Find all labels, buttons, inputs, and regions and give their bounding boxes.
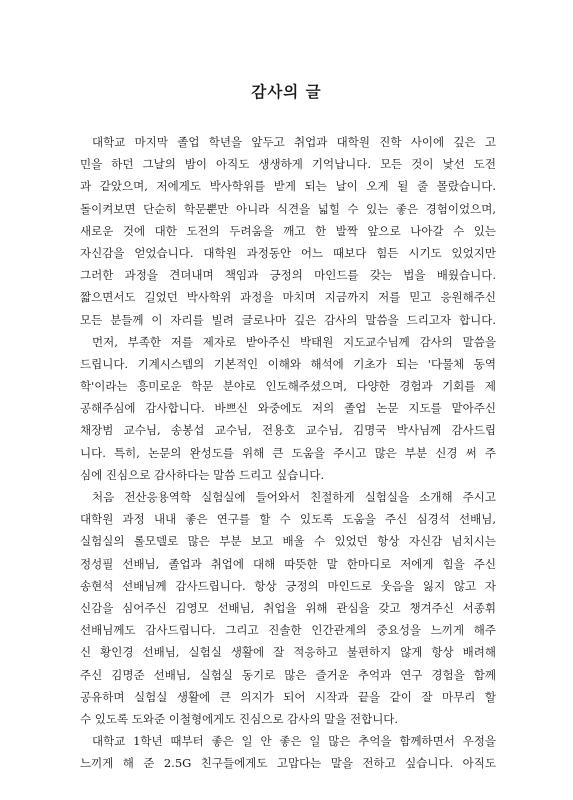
- page-title: 감사의 글: [251, 83, 322, 101]
- text-line: 송현석 선배님께 감사드립니다. 항상 긍정의 마인드로 웃음을 잃지 않고 자: [80, 578, 496, 593]
- text-line: 새로운 것에 대한 도전의 두려움을 깨고 한 발짝 앞으로 나아갈 수 있는: [80, 223, 496, 238]
- text-line: 민을 하던 그날의 밤이 아직도 생생하게 기억납니다. 모든 것이 낯선 도전: [80, 157, 496, 172]
- text-line: 공유하며 실험실 생활에 큰 의지가 되어 시작과 끝을 같이 잘 마무리 할: [80, 689, 496, 704]
- text-line: 먼저, 부족한 저를 제자로 받아주신 박태원 지도교수님께 감사의 말씀을: [92, 334, 496, 349]
- text-line: 신 황인경 선배님, 실험실 생활에 잘 적응하고 불편하지 않게 항상 배려해: [80, 645, 496, 660]
- text-line: 느끼게 해 준 2.5G 친구들에게도 고맙다는 말을 전하고 싶습니다. 아직도: [80, 756, 496, 771]
- text-line: 대학원 과정 내내 좋은 연구를 할 수 있도록 도움을 주신 심경석 선배님,: [80, 512, 496, 527]
- text-line: 짧으면서도 길었던 박사학위 과정을 마치며 지금까지 저를 믿고 응원해주신: [80, 290, 496, 305]
- text-line: 수 있도록 도와준 이철형에게도 진심으로 감사의 말을 전합니다.: [80, 711, 399, 726]
- text-line: 실험실의 롤모델로 많은 부분 보고 배울 수 있었던 항상 자신감 넘치시는: [80, 534, 496, 549]
- text-line: 대학교 마지막 졸업 학년을 앞두고 취업과 대학원 진학 사이에 깊은 고: [92, 135, 496, 149]
- text-line: 정성필 선배님, 졸업과 취업에 대해 따뜻한 말 한마디로 저에게 힘을 주신: [80, 556, 496, 571]
- text-line: 주신 김명준 선배님, 실험실 동기로 많은 즐거운 추억과 연구 경험을 함께: [80, 667, 496, 682]
- text-line: 채장범 교수님, 송봉섭 교수님, 전용호 교수님, 김명국 박사님께 감사드립: [80, 423, 496, 438]
- text-line: 대학교 1학년 때부터 좋은 일 안 좋은 일 많은 추억을 함께하면서 우정을: [92, 734, 496, 749]
- text-line: 니다. 특히, 논문의 완성도를 위해 큰 도움을 주시고 많은 부분 신경 써 주: [80, 445, 496, 460]
- text-line: 심에 진심으로 감사하다는 말씀 드리고 싶습니다.: [80, 467, 325, 482]
- text-line: 드립니다. 기계시스템의 기본적인 이해와 해석에 기초가 되는 '다물체 동역: [80, 356, 496, 371]
- text-line: 과 같았으며, 저에게도 박사학위를 받게 되는 날이 오게 될 줄 몰랐습니다.: [80, 179, 496, 194]
- text-line: 모든 분들께 이 자리를 빌려 글로나마 깊은 감사의 말씀을 드리고자 합니다.: [80, 312, 496, 327]
- text-line: 선배님께도 감사드립니다. 그리고 진솔한 인간관계의 중요성을 느끼게 해주: [80, 623, 496, 638]
- text-line: 처음 전산응용역학 실험실에 들어와서 친절하게 실험실을 소개해 주시고: [92, 490, 496, 504]
- text-line: 그러한 과정을 견뎌내며 책임과 긍정의 마인드를 갖는 법을 배웠습니다.: [80, 268, 496, 283]
- text-line: 자신감을 얻었습니다. 대학원 과정동안 어느 때보다 힘든 시기도 있었지만: [80, 245, 496, 260]
- text-line: 신감을 심어주신 김영모 선배님, 취업을 위해 관심을 갖고 챙겨주신 서종휘: [80, 600, 496, 615]
- text-line: 공해주심에 감사합니다. 바쁘신 와중에도 저의 졸업 논문 지도를 맡아주신: [80, 401, 496, 416]
- text-line: 학'이라는 흥미로운 학문 분야로 인도해주셨으며, 다양한 경험과 기회를 제: [80, 379, 496, 394]
- text-line: 돌이켜보면 단순히 학문뿐만 아니라 식견을 넓힐 수 있는 좋은 경험이었으며,: [80, 201, 496, 216]
- acknowledgement-body: [80, 131, 496, 774]
